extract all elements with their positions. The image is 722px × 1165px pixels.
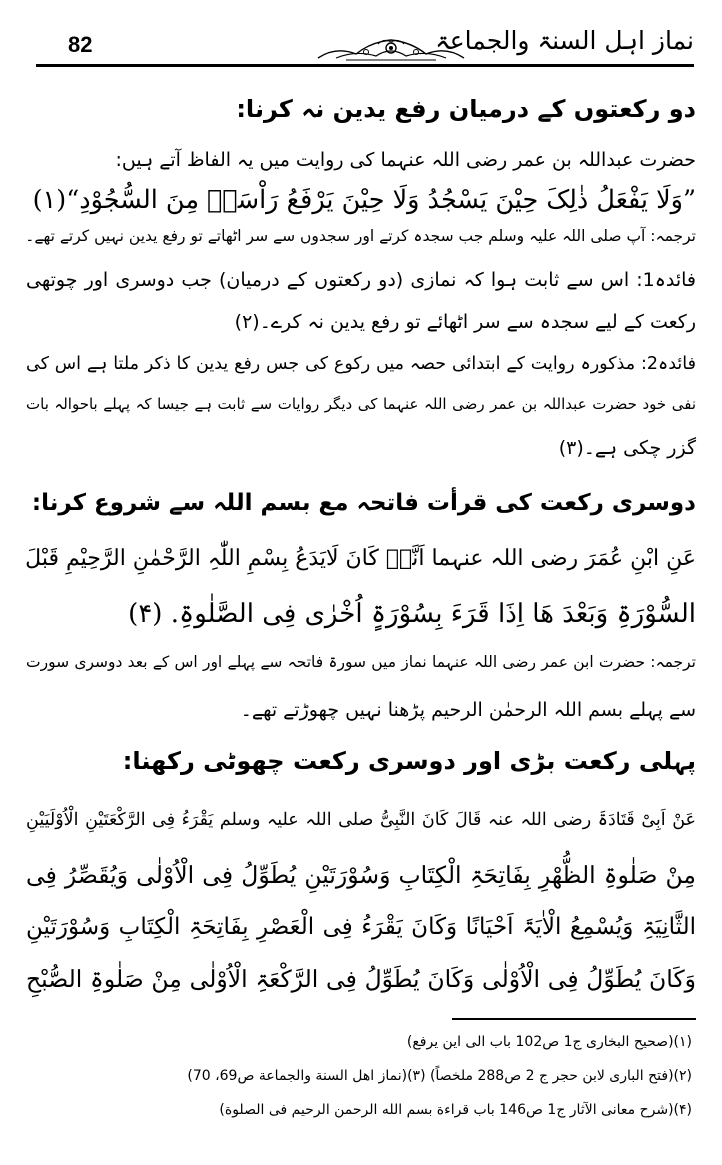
- hadith-text: مِنْ صَلٰوۃِ الظُّھْرِ بِفَاتِحَۃِ الْکِتَابِ وَسُوْرَتَیْنِ یُطَوِّلُ فِی الْاُوْلٰی وَیُقَصِّرُ فِی: [26, 861, 696, 889]
- footnote: (۲)(فتح الباری لابن حجر ج 2 ص288 ملخصاً) (۳)(نماز اھل السنة والجماعة ص69، 70): [187, 1068, 692, 1084]
- section-heading: پہلی رکعت بڑی اور دوسری رکعت چھوٹی رکھنا:: [122, 747, 696, 775]
- hadith-text: عَنْ اَبِیْ قَتَادَۃَ رضی اللہ عنہ قَالَ کَانَ النَّبِیُّ صلی اللہ علیہ وسلم یَقْرَءُ فِی الرَّکْعَتَیْنِ الْاُوْلَیَیْنِ: [26, 810, 696, 830]
- benefit-line: نفی خود حضرت عبداللہ بن عمر رضی اللہ عنہما کی دیگر روایات سے ثابت ہے جیسا کہ پہلے باحوالہ بات: [26, 395, 696, 413]
- section-heading: دو رکعتوں کے درمیان رفع یدین نہ کرنا:: [236, 95, 696, 123]
- footnote: (۴)(شرح معانی الآثار ج1 ص146 باب قراءة بسم الله الرحمن الرحیم فی الصلوة): [219, 1102, 692, 1118]
- hadith-text: السُّوْرَۃِ وَبَعْدَ ھَا اِذَا قَرَءَ بِسُوْرَۃٍ اُخْرٰی فِی الصَّلٰوۃِ. (۴): [128, 599, 696, 629]
- hadith-text: وَکَانَ یُطَوِّلُ فِی الْاُوْلٰی وَکَانَ یُطَوِّلُ فِی الرَّکْعَۃِ الْاُوْلٰی مِنْ صَلٰوۃِ الصُّبْحِ: [26, 965, 696, 993]
- hadith-text: عَنِ ابْنِ عُمَرَ رضی اللہ عنہما اَنَّہٗ کَانَ لَایَدَعُ بِسْمِ اللّٰہِ الرَّحْمٰنِ الرَّحِیْمِ قَبْلَ: [25, 546, 696, 571]
- page-header: [28, 18, 698, 84]
- paragraph-line: حضرت عبداللہ بن عمر رضی اللہ عنہما کی روایت میں یہ الفاظ آتے ہیں:: [115, 149, 696, 171]
- footnote: (۱)(صحیح البخاری ج1 ص102 باب الی این یرفع): [406, 1034, 692, 1050]
- hadith-text: ”وَلَا یَفْعَلُ ذٰلِکَ حِیْنَ یَسْجُدُ وَلَا حِیْنَ یَرْفَعُ رَاْسَہٗ مِنَ السُّجُوْدِ“(۱): [32, 185, 696, 215]
- benefit-line: فائدہ1: اس سے ثابت ہوا کہ نمازی (دو رکعتوں کے درمیان) جب دوسری اور چوتھی: [26, 269, 696, 291]
- translation-line: ترجمہ: حضرت ابن عمر رضی اللہ عنہما نماز میں سورۃ فاتحہ سے پہلے اور اس کے بعد دوسری سورت: [26, 653, 696, 671]
- header-divider: [36, 64, 694, 67]
- hadith-text: الثَّانِیَۃِ وَیُسْمِعُ الْاٰیَۃَ اَحْیَانًا وَکَانَ یَقْرَءُ فِی الْعَصْرِ بِفَاتِحَۃِ الْکِتَابِ وَسُوْرَتَیْنِ: [26, 914, 696, 940]
- benefit-line: رکعت کے لیے سجدہ سے سر اٹھائے تو رفع یدین نہ کرے۔(۲): [234, 311, 696, 333]
- footnote-divider: [452, 1018, 696, 1020]
- translation-line: سے پہلے بسم اللہ الرحمٰن الرحیم پڑھنا نہیں چھوڑتے تھے۔: [240, 699, 696, 721]
- section-heading: دوسری رکعت کی قرأت فاتحہ مع بسم اللہ سے شروع کرنا:: [31, 490, 696, 516]
- book-title: نماز اہل السنۃ والجماعۃ: [435, 26, 694, 55]
- benefit-line: فائدہ2: مذکورہ روایت کے ابتدائی حصہ میں رکوع کی جس رفع یدین کا ذکر ملتا ہے اس کی: [26, 354, 696, 374]
- page-number: 82: [68, 32, 93, 57]
- benefit-line: گزر چکی ہے۔(۳): [558, 437, 696, 459]
- translation-line: ترجمہ: آپ صلی اللہ علیہ وسلم جب سجدہ کرتے اور سجدوں سے سر اٹھاتے تو رفع یدین نہیں کرتے تھے۔: [25, 227, 696, 245]
